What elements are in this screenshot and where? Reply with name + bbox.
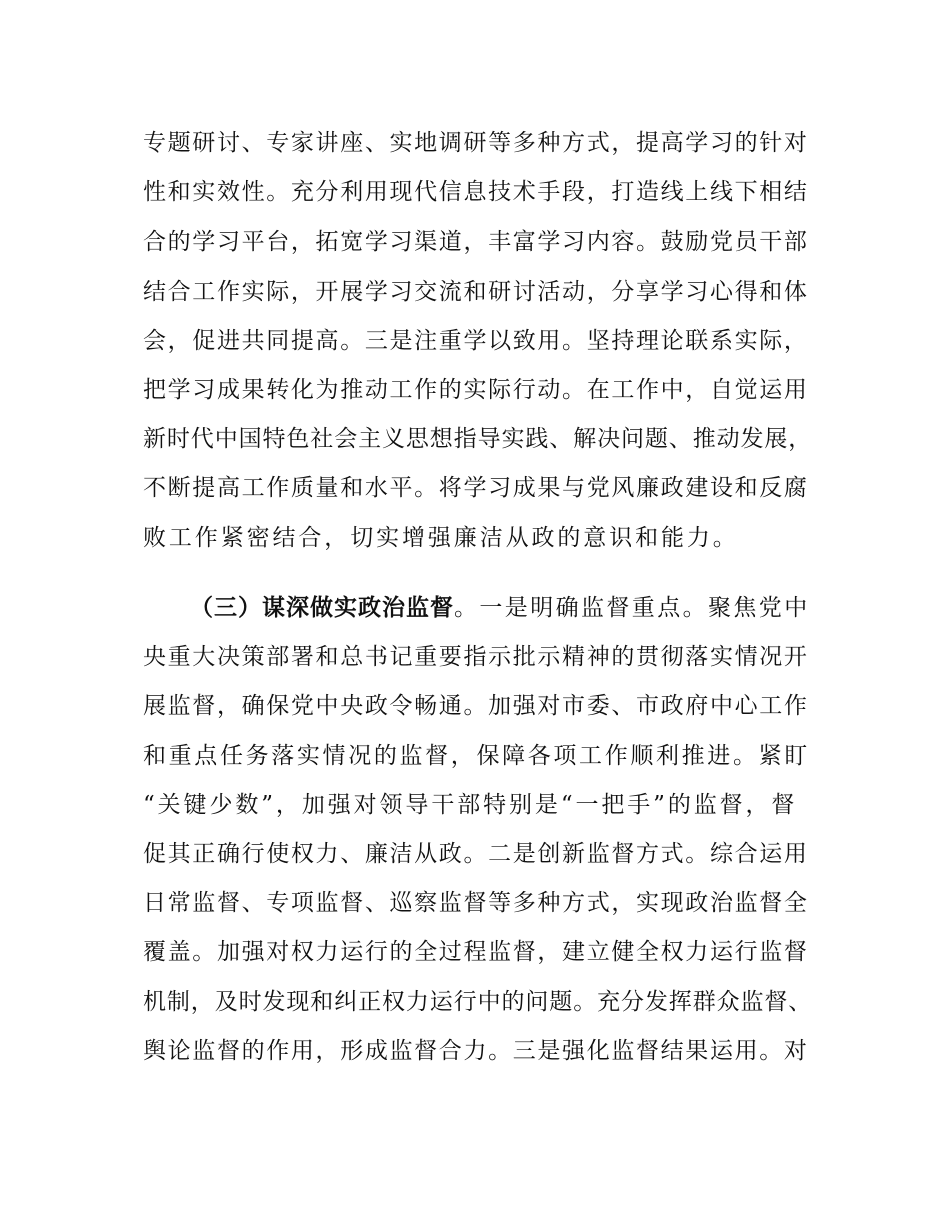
paragraph-line: 专题研讨、专家讲座、实地调研等多种方式，提高学习的针对 (143, 130, 809, 156)
paragraph-line: 合的学习平台，拓宽学习渠道，丰富学习内容。鼓励党员干部 (143, 229, 809, 255)
paragraph-line: 舆论监督的作用，形成监督合力。三是强化监督结果运用。对 (143, 1038, 809, 1064)
paragraph-line: 机制，及时发现和纠正权力运行中的问题。充分发挥群众监督、 (143, 989, 813, 1015)
paragraph-line: 覆盖。加强对权力运行的全过程监督，建立健全权力运行监督 (143, 939, 809, 965)
section-first-line-text: 。一是明确监督重点。聚焦党中 (454, 595, 810, 621)
section-heading-line (190, 588, 810, 628)
paragraph-line: 性和实效性。充分利用现代信息技术手段，打造线上线下相结 (143, 179, 809, 205)
section-heading: （三）谋深做实政治监督 (190, 595, 454, 621)
paragraph-line: “关键少数”，加强对领导干部特别是“一把手”的监督，督 (143, 792, 798, 818)
paragraph-line: 不断提高工作质量和水平。将学习成果与党风廉政建设和反腐 (143, 475, 809, 501)
paragraph-line: 日常监督、专项监督、巡察监督等多种方式，实现政治监督全 (143, 890, 809, 916)
paragraph-line: 和重点任务落实情况的监督，保障各项工作顺利推进。紧盯 (143, 743, 810, 769)
paragraph-line: 促其正确行使权力、廉洁从政。二是创新监督方式。综合运用 (143, 841, 809, 867)
paragraph-line: 败工作紧密结合，切实增强廉洁从政的意识和能力。 (143, 525, 739, 551)
paragraph-line: 把学习成果转化为推动工作的实际行动。在工作中，自觉运用 (143, 377, 809, 403)
paragraph-line: 结合工作实际，开展学习交流和研讨活动，分享学习心得和体 (143, 279, 809, 305)
paragraph-line: 新时代中国特色社会主义思想指导实践、解决问题、推动发展， (143, 426, 813, 452)
paragraph-line: 展监督，确保党中央政令畅通。加强对市委、市政府中心工作 (143, 693, 809, 719)
paragraph-line: 会，促进共同提高。三是注重学以致用。坚持理论联系实际， (143, 328, 809, 354)
paragraph-line: 央重大决策部署和总书记重要指示批示精神的贯彻落实情况开 (143, 644, 809, 670)
